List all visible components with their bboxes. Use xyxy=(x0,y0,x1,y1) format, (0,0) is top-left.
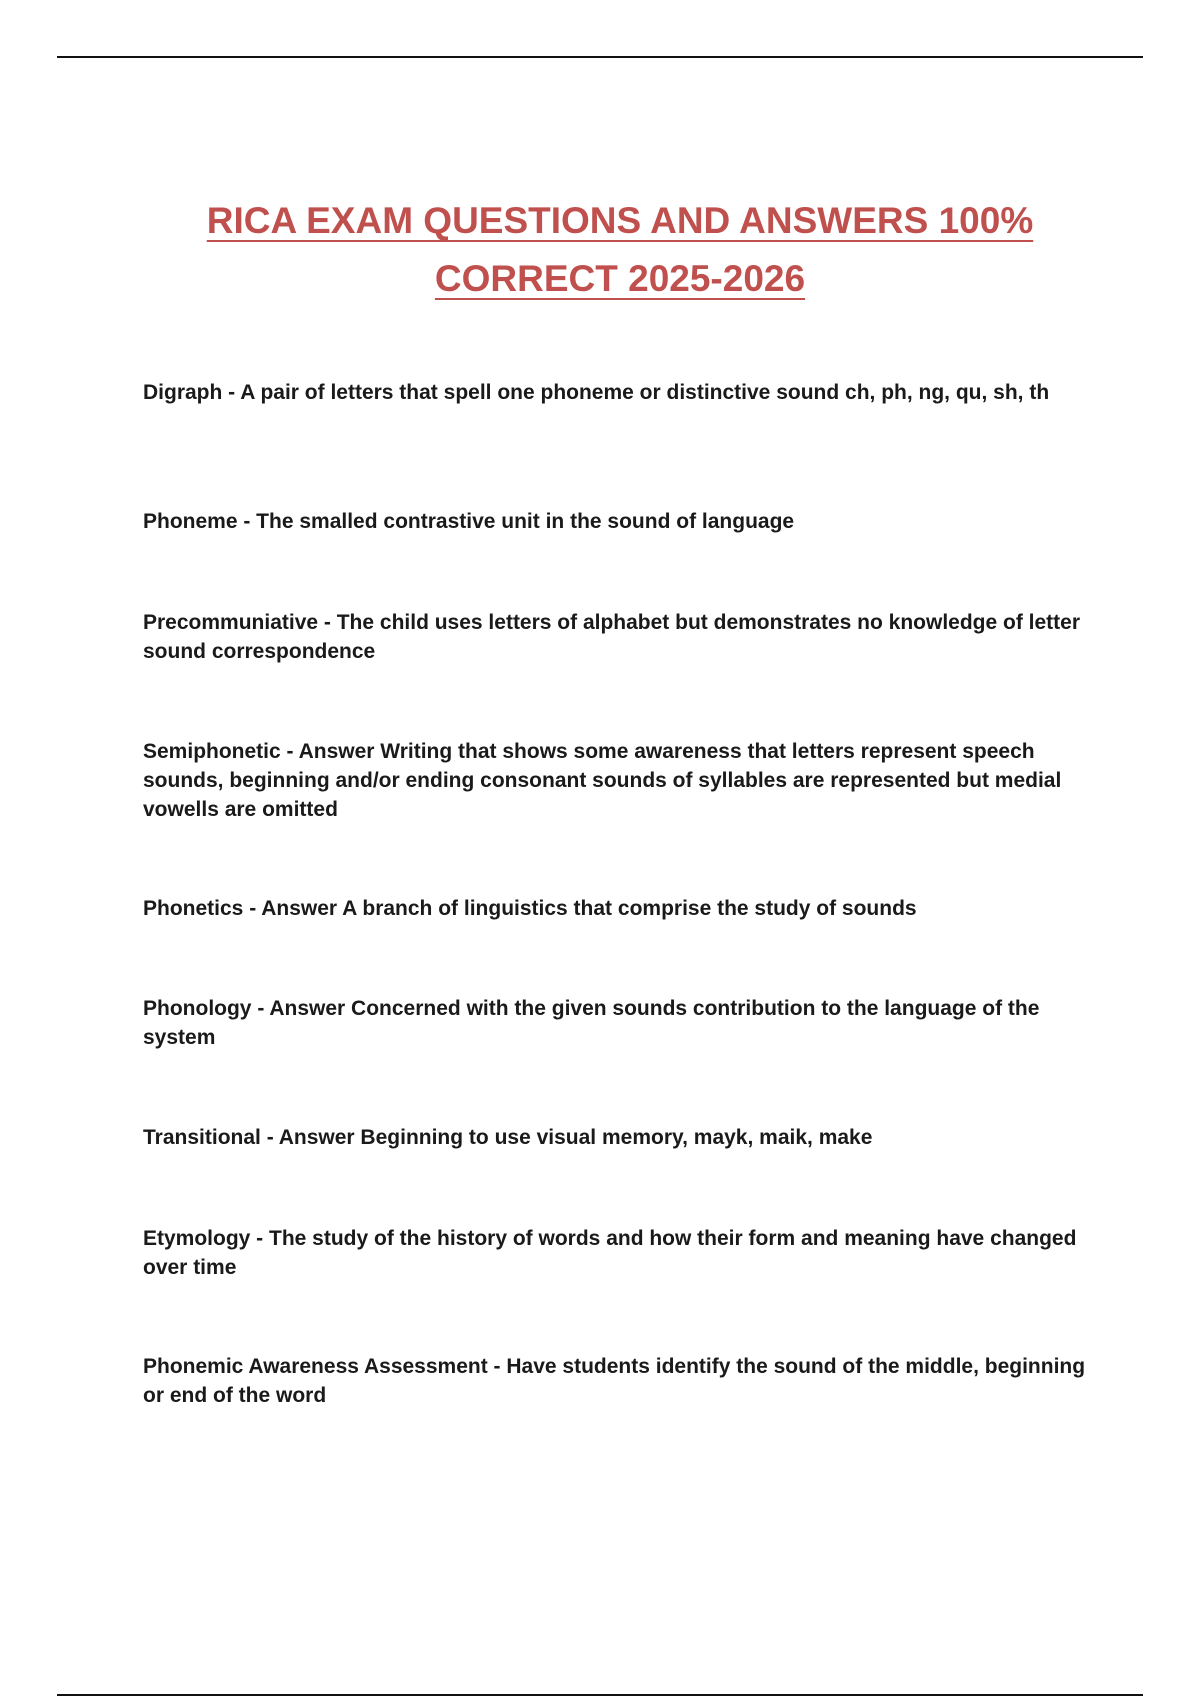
entry-phonetics: Phonetics - Answer A branch of linguistics that comprise the study of sounds xyxy=(143,897,917,920)
entry-phoneme: Phoneme - The smalled contrastive unit in the sound of language xyxy=(143,510,795,533)
bottom-rule xyxy=(57,1694,1143,1696)
title-line-1: RICA EXAM QUESTIONS AND ANSWERS 100% xyxy=(206,200,1034,241)
entry-phonemic-awareness-assessment: Phonemic Awareness Assessment - Have students identify the sound of the middle, beginning or end of the word xyxy=(143,1355,1086,1407)
entry-semiphonetic: Semiphonetic - Answer Writing that shows some awareness that letters represent speech sounds, beginning and/or ending consonant sounds of syllables are represented but medial vowells are omitted xyxy=(143,740,1062,821)
entry-etymology: Etymology - The study of the history of words and how their form and meaning have changed over time xyxy=(143,1227,1077,1279)
title-line-2: CORRECT 2025-2026 xyxy=(434,258,806,299)
entry-digraph: Digraph - A pair of letters that spell one phoneme or distinctive sound ch, ph, ng, qu, sh, th xyxy=(143,381,1050,404)
entry-phonology: Phonology - Answer Concerned with the given sounds contribution to the language of the system xyxy=(143,997,1040,1049)
entry-precommuniative: Precommuniative - The child uses letters of alphabet but demonstrates no knowledge of letter sound correspondence xyxy=(143,611,1081,663)
document-title xyxy=(140,192,1100,308)
entry-transitional: Transitional - Answer Beginning to use visual memory, mayk, maik, make xyxy=(143,1126,873,1149)
top-rule xyxy=(57,56,1143,58)
